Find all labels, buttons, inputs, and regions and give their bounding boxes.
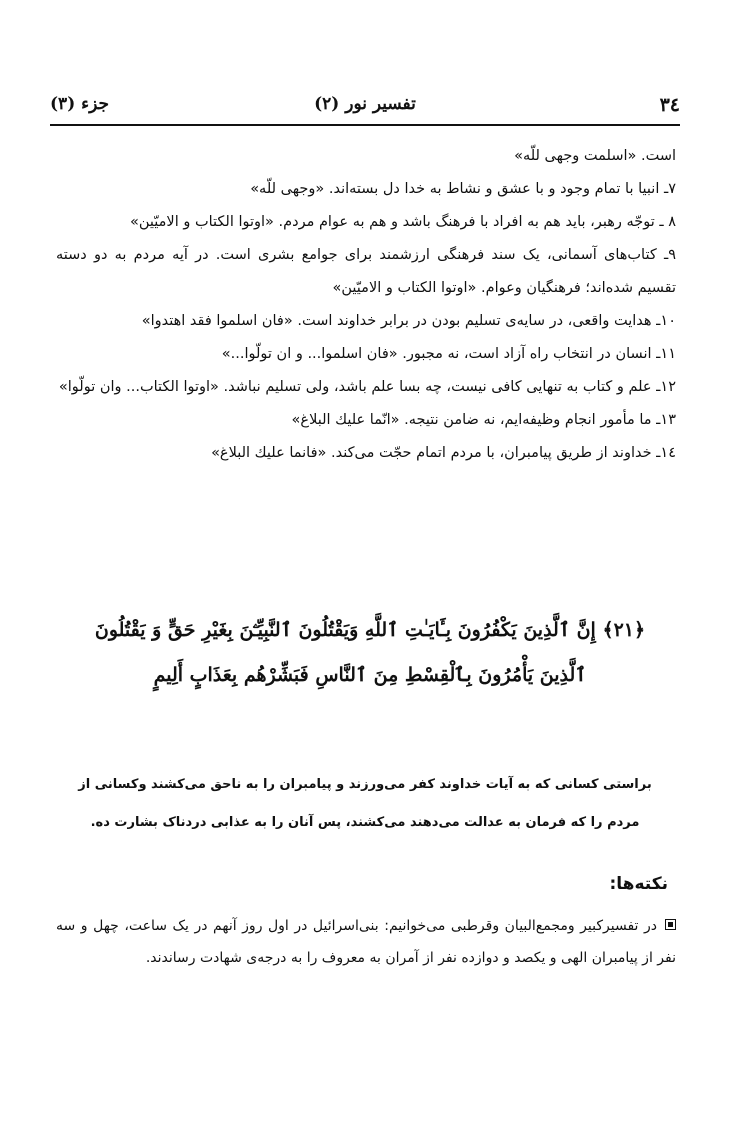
quran-verse: ﴿۲۱﴾ إِنَّ ٱلَّذِينَ يَكْفُرُونَ بِـَٔايَـٰتِ ٱللَّهِ وَيَقْتُلُونَ ٱلنَّبِيِّـۧنَ بِغَيْرِ حَقٍّ وَ يَقْتُلُونَ ٱلَّذِينَ يَأْمُرُونَ بِٱلْقِسْطِ مِنَ ٱلنَّاسِ فَبَشِّرْهُم بِعَذَابٍ أَلِيمٍ	[94, 619, 646, 686]
lesson-line: ۹ـ کتاب‌های آسمانی، یک سند فرهنگی ارزشمند برای جوامع بشری است. در آیه مردم به دو دسته تقسیم شده‌اند؛ فرهنگیان وعوام. «اوتوا الکتاب و الامیّین»	[56, 247, 676, 296]
book-title: تفسیر نور (۲)	[314, 94, 416, 114]
lesson-line: ۸ ـ توجّه رهبر، باید هم به افراد با فرهنگ باشد و هم به عوام مردم. «اوتوا الکتاب و الامیّین»	[130, 214, 676, 230]
lesson-line: ۱۲ـ علم و کتاب به تنهایی کافی نیست، چه بسا علم باشد، ولی تسلیم نباشد. «اوتوا الکتاب... وان تولّوا»	[58, 379, 676, 395]
lesson-line: ۱۳ـ ما مأمور انجام وظیفه‌ایم، نه ضامن نتیجه. «انّما علیك البلاغ»	[291, 412, 676, 428]
running-header	[50, 94, 680, 124]
lesson-line: ۱۱ـ انسان در انتخاب راه آزاد است، نه مجبور. «فان اسلموا... و ان تولّوا...»	[221, 346, 676, 362]
lesson-line: ۱٤ـ خداوند از طریق پیامبران، با مردم اتمام حجّت می‌کند. «فانما علیك البلاغ»	[211, 445, 676, 461]
notes-body	[56, 910, 676, 974]
lesson-line: است. «اسلمت وجهی للّه»	[514, 148, 676, 164]
note-text: در تفسیرکبیر ومجمع‌البیان وقرطبی می‌خوانیم: بنی‌اسرائیل در اول روز آنهم در یک ساعت، چهل و سه نفر از پیامبران الهی و یکصد و دوازده نفر از آمران به معروف را به درجه‌ی شهادت رساندند.	[56, 918, 676, 966]
notes-heading: نکته‌ها:	[609, 874, 668, 894]
juz-label: جزء (۳)	[50, 94, 110, 114]
header-rule	[50, 124, 680, 126]
verse-translation: براستی کسانی که به آیات خداوند کفر می‌ورزند و پیامبران را به ناحق می‌کشند وکسانی از مردم را که فرمان به عدالت می‌دهند می‌کشند، پس آنان را به عذابی دردناک بشارت ده.	[78, 777, 652, 830]
page-number: ۳٤	[659, 94, 680, 116]
lesson-line: ۷ـ انبیا با تمام وجود و با عشق و نشاط به خدا دل بسته‌اند. «وجهی للّه»	[250, 181, 676, 197]
square-bullet-icon	[665, 919, 676, 930]
lessons-list	[56, 140, 676, 470]
lesson-line: ۱۰ـ هدایت واقعی، در سایه‌ی تسلیم بودن در برابر خداوند است. «فان اسلموا فقد اهتدوا»	[141, 313, 676, 329]
